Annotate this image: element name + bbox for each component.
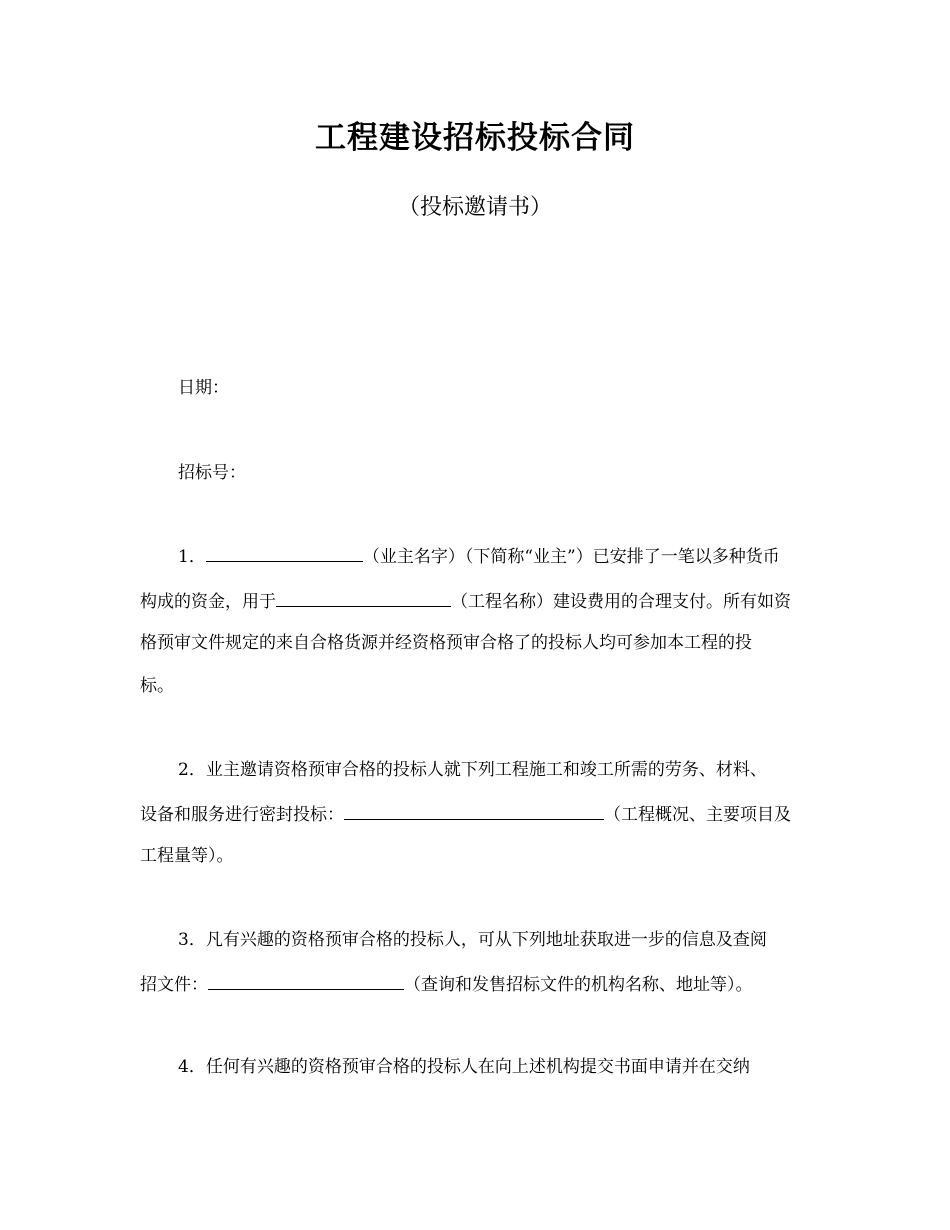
date-label: 日期： xyxy=(178,378,229,398)
paragraph-2-line-1: 2．业主邀请资格预审合格的投标人就下列工程施工和竣工所需的劳务、材料、 xyxy=(178,760,767,780)
paragraph-4-line-1: 4．任何有兴趣的资格预审合格的投标人在向上述机构提交书面申请并在交纳 xyxy=(178,1057,750,1077)
bid-number-label: 招标号： xyxy=(178,463,246,483)
paragraph-1-line-3: 格预审文件规定的来自合格货源并经资格预审合格了的投标人均可参加本工程的投 xyxy=(140,633,752,653)
paragraph-1-line-2: 构成的资金，用于 （工程名称）建设费用的合理支付。所有如资 xyxy=(140,592,791,612)
paragraph-2-line-3: 工程量等）。 xyxy=(140,846,234,866)
paragraph-1-line-4: 标。 xyxy=(140,676,174,696)
project-name-blank[interactable] xyxy=(276,590,451,607)
paragraph-1-line-1: 1． （业主名字）（下简称“业主”）已安排了一笔以多种货币 xyxy=(178,547,780,567)
project-overview-blank[interactable] xyxy=(344,803,604,820)
paragraph-3-line-2: 招文件： （查询和发售招标文件的机构名称、地址等）。 xyxy=(140,975,753,995)
document-title: 工程建设招标投标合同 xyxy=(315,120,635,156)
owner-name-blank[interactable] xyxy=(206,545,363,562)
paragraph-1-number: 1． xyxy=(178,547,206,567)
paragraph-3-line-1: 3．凡有兴趣的资格预审合格的投标人，可从下列地址获取进一步的信息及查阅 xyxy=(178,930,767,950)
paragraph-2-line-2: 设备和服务进行密封投标： （工程概况、主要项目及 xyxy=(140,805,791,825)
issuing-agency-blank[interactable] xyxy=(208,973,404,990)
document-subtitle: （投标邀请书） xyxy=(397,195,552,220)
